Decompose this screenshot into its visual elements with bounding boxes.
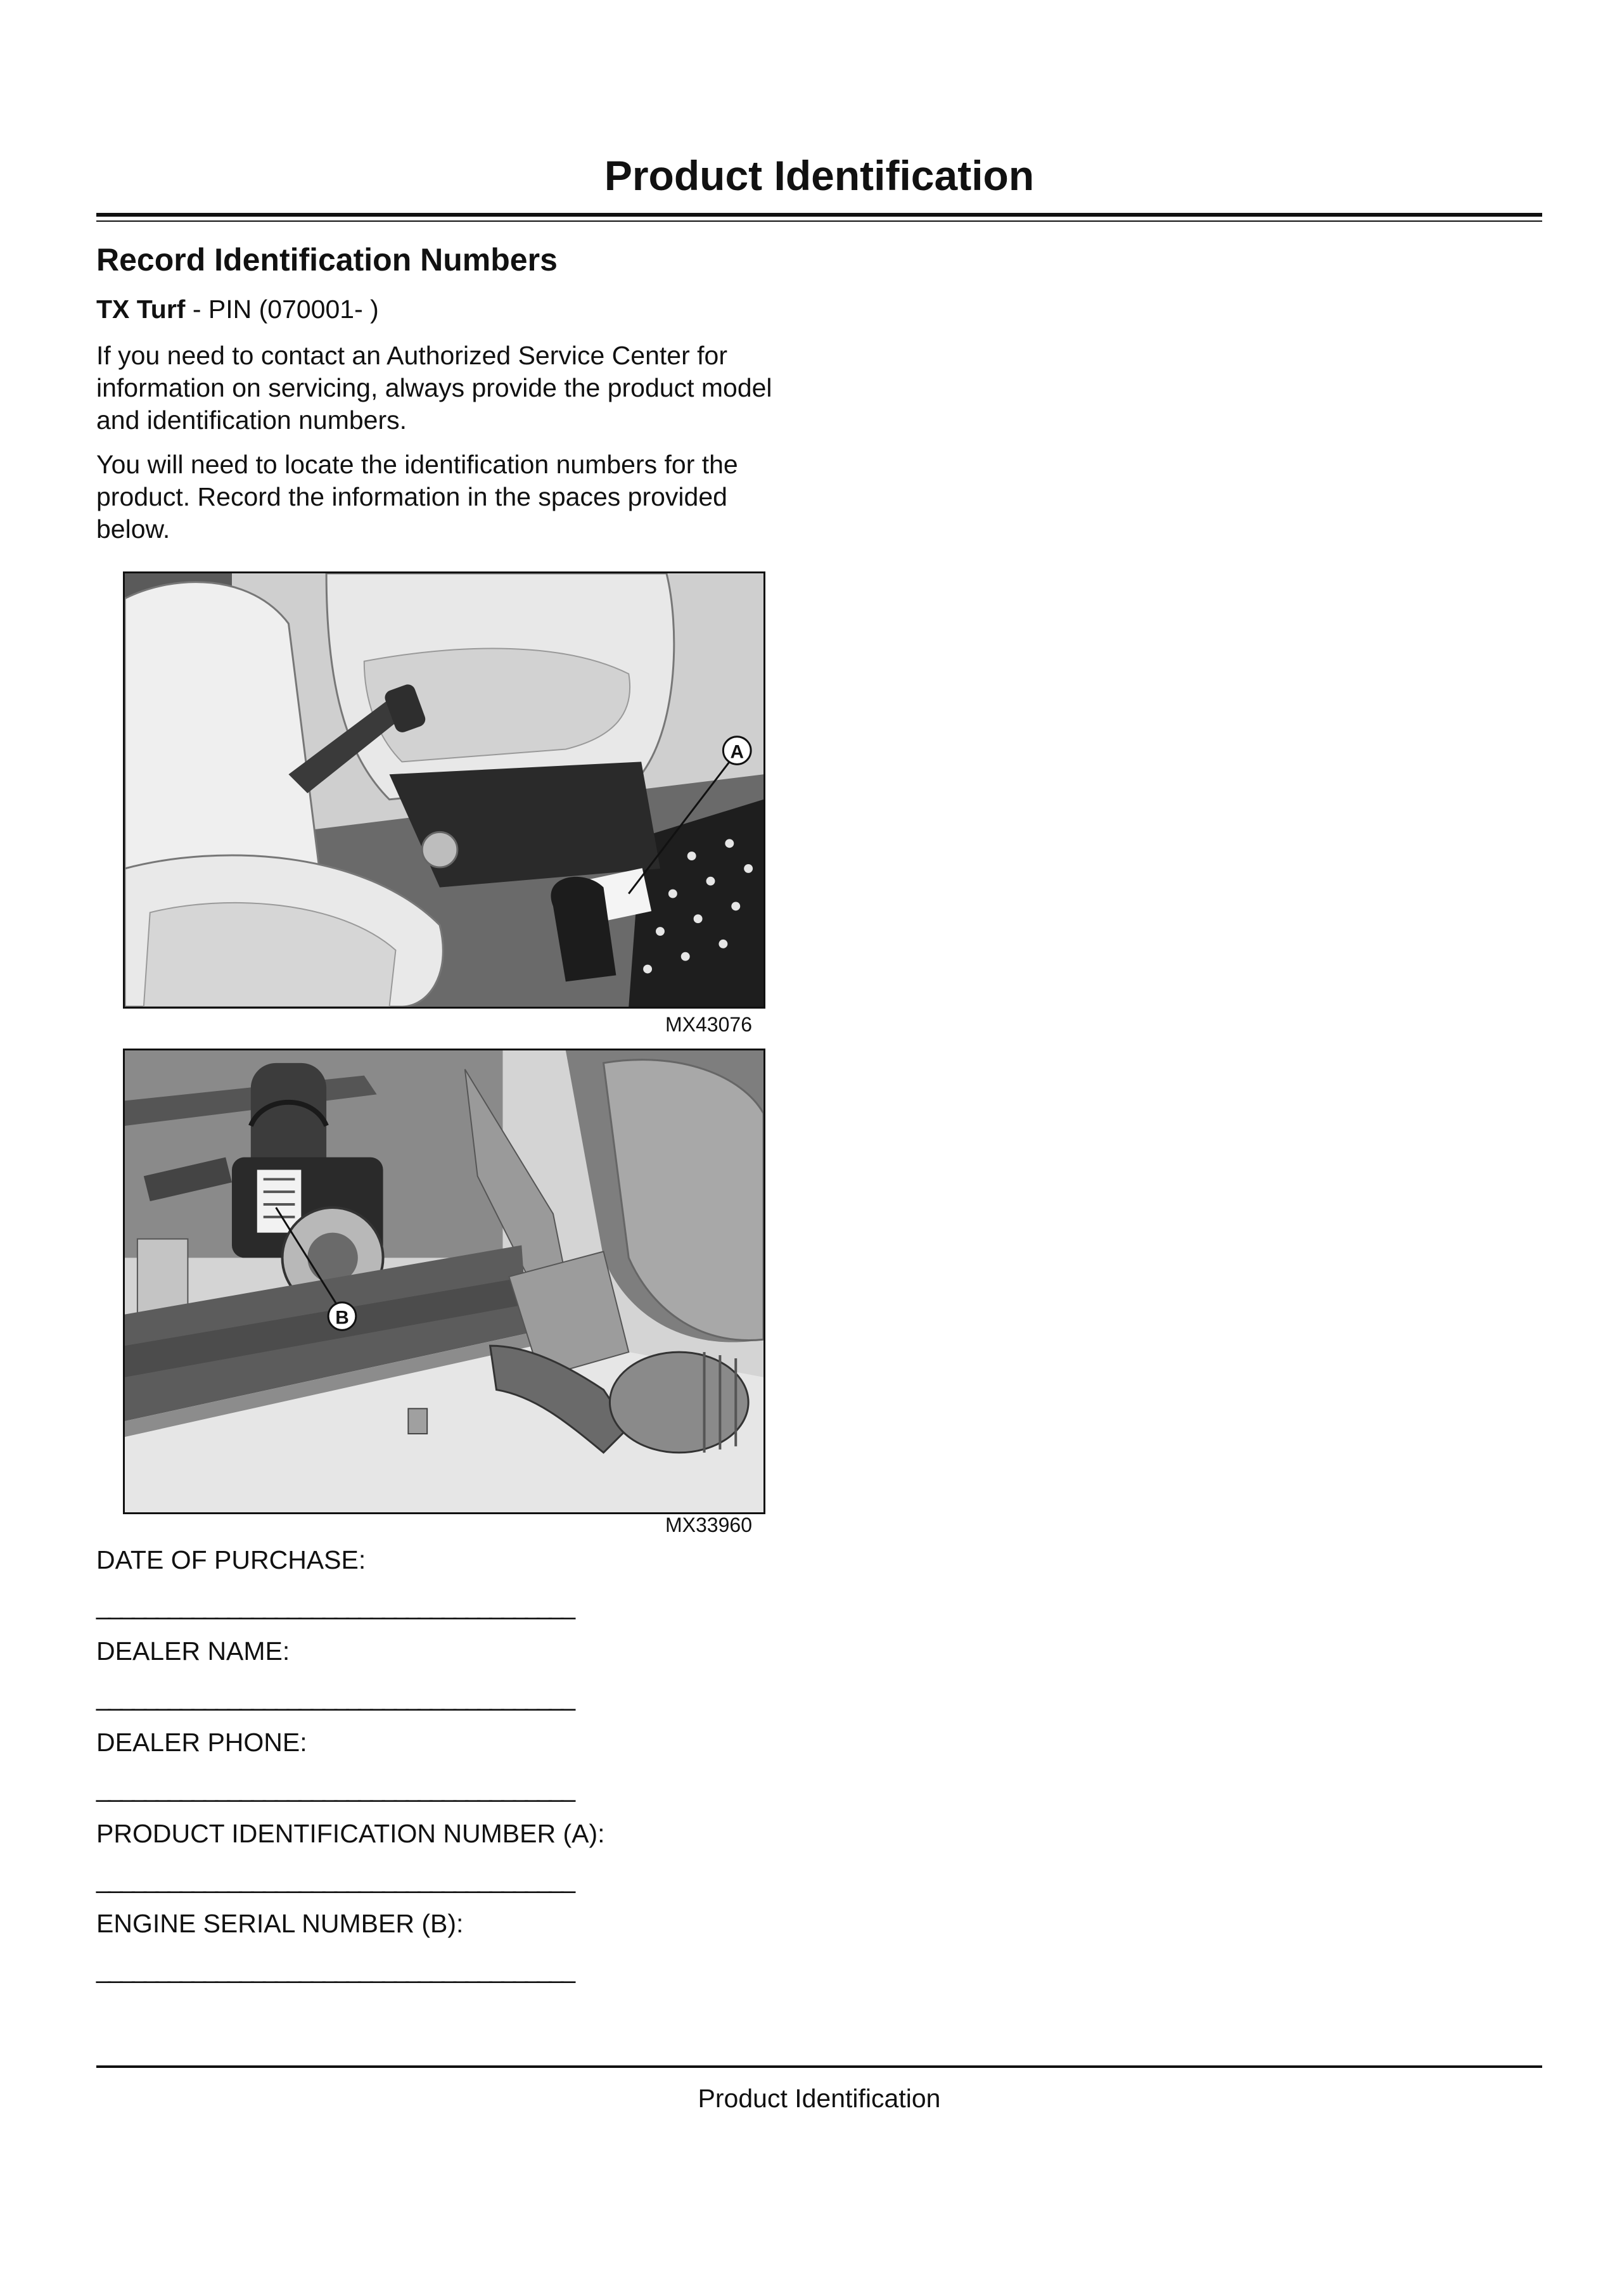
model-name: TX Turf [96,295,186,324]
dealer-name-blank: ________________________________________ [96,1682,573,1711]
page-title: Product Identification [604,152,1035,199]
pin-location-illustration [123,571,765,1009]
intro-paragraph: If you need to contact an Authorized Service Center for information on servicing, always provide the product model and identification numbers. [96,341,772,435]
callout-b-label: B [335,1307,349,1329]
title-rule-thin [96,220,1542,222]
figure-caption-mx43076: MX43076 [665,1013,752,1036]
pin-blank: ________________________________________ [96,1865,573,1894]
engine-serial-label: ENGINE SERIAL NUMBER (B): [96,1909,464,1938]
dealer-phone-blank: ________________________________________ [96,1773,573,1802]
engine-serial-blank: ________________________________________ [96,1955,573,1984]
model-line [96,294,379,325]
model-pin-range: - PIN (070001- ) [185,295,379,324]
locate-paragraph: You will need to locate the identification numbers for the product. Record the information in the spaces provided below. [96,450,738,544]
callout-a-label: A [730,741,744,763]
dealer-name-label: DEALER NAME: [96,1636,290,1666]
footer-text: Product Identification [698,2084,941,2113]
engine-serial-illustration [123,1049,765,1514]
pin-label: PRODUCT IDENTIFICATION NUMBER (A): [96,1819,605,1848]
engine-compartment-drawing [125,1050,763,1512]
seat-area-drawing [125,573,763,1007]
dealer-phone-label: DEALER PHONE: [96,1728,307,1757]
figure-caption-mx33960: MX33960 [665,1514,752,1536]
date-of-purchase-blank: ________________________________________ [96,1591,573,1620]
footer-rule [96,2065,1542,2068]
title-rule-thick [96,213,1542,217]
section-heading: Record Identification Numbers [96,242,558,277]
date-of-purchase-label: DATE OF PURCHASE: [96,1545,366,1574]
